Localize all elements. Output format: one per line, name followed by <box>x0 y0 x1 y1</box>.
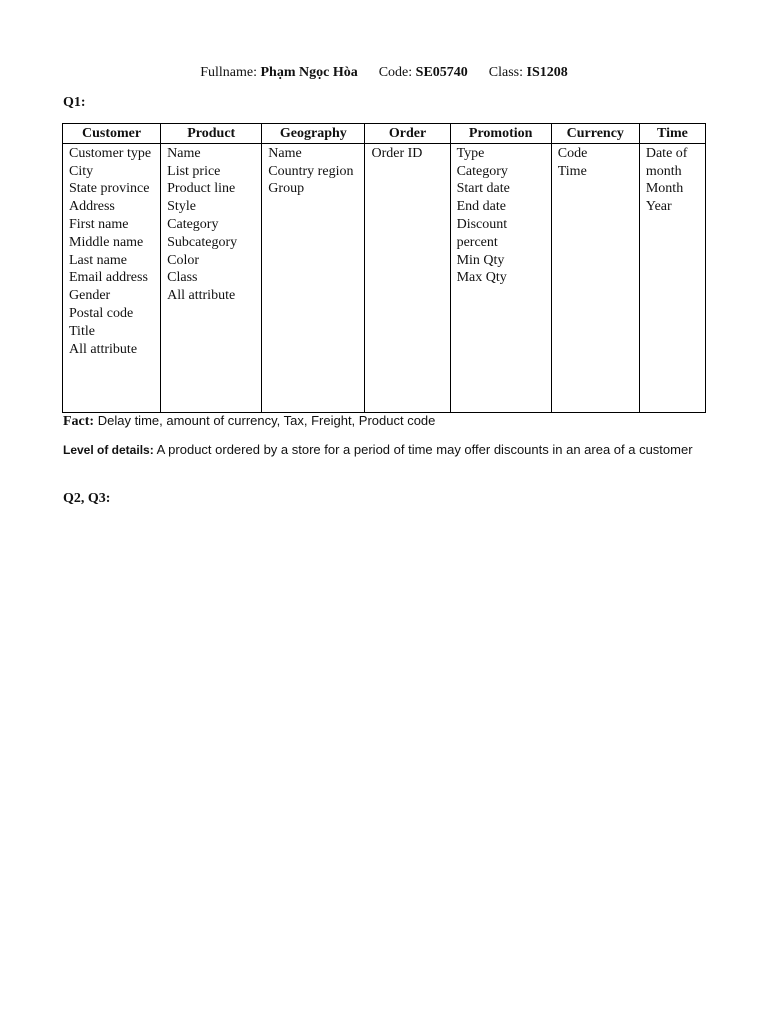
time-attributes-cell <box>639 143 705 412</box>
attribute-item: First name <box>69 216 129 232</box>
fact-label: Fact: <box>63 414 95 429</box>
currency-attributes-cell <box>551 143 639 412</box>
attribute-item: All attribute <box>69 341 138 357</box>
column-header: Order <box>365 124 450 144</box>
level-of-details-paragraph <box>63 440 703 460</box>
level-of-details-text: A product ordered by a store for a period of time may offer discounts in an area of a customer <box>156 442 693 457</box>
attribute-item: Address <box>69 199 115 215</box>
attribute-item: Class <box>167 270 198 286</box>
column-header: Promotion <box>450 124 551 144</box>
attribute-item: Category <box>456 163 508 179</box>
attribute-item: City <box>69 163 94 179</box>
attribute-item: All attribute <box>167 288 236 304</box>
attribute-item: Name <box>268 145 302 161</box>
attribute-item: Subcategory <box>167 234 238 250</box>
attribute-item: Min Qty <box>456 252 505 268</box>
attribute-item: Style <box>167 199 196 215</box>
table-row <box>63 143 706 412</box>
attribute-item: Order ID <box>371 145 423 161</box>
attribute-item: Code <box>557 145 588 161</box>
attribute-item: Middle name <box>69 234 144 250</box>
product-attributes-cell <box>161 143 262 412</box>
column-header: Geography <box>262 124 365 144</box>
attribute-item: Year <box>645 199 672 215</box>
attribute-item: Start date <box>456 181 510 197</box>
fact-text: Delay time, amount of currency, Tax, Freight, Product code <box>97 413 436 428</box>
table-header-row <box>63 124 706 144</box>
attribute-item: Max Qty <box>456 270 507 286</box>
dimension-table <box>62 123 706 413</box>
customer-attributes-cell <box>63 143 161 412</box>
attribute-item: End date <box>456 199 506 215</box>
attribute-item: Last name <box>69 252 127 268</box>
attribute-item: Gender <box>69 288 111 304</box>
attribute-item: Time <box>557 163 587 179</box>
attribute-item: Postal code <box>69 305 134 321</box>
attribute-item: Type <box>456 145 485 161</box>
column-header: Time <box>639 124 705 144</box>
attribute-item: Country region <box>268 163 354 179</box>
attribute-item: List price <box>167 163 221 179</box>
geography-attributes-cell <box>262 143 365 412</box>
attribute-item: Category <box>167 216 219 232</box>
attribute-item: Title <box>69 323 95 339</box>
attribute-item: Color <box>167 252 200 268</box>
attribute-item: Date of month <box>645 145 688 179</box>
code-value: SE05740 <box>415 65 468 80</box>
level-of-details-label: Level of details: <box>63 443 154 457</box>
attribute-item: State province <box>69 181 150 197</box>
fullname-value: Phạm Ngọc Hòa <box>260 65 358 80</box>
student-info-line <box>0 63 768 83</box>
code-label: Code: <box>378 65 413 80</box>
attribute-item: Discount percent <box>456 216 508 250</box>
class-label: Class: <box>488 65 524 80</box>
question-2-3-heading: Q2, Q3: <box>63 491 111 506</box>
promotion-attributes-cell <box>450 143 551 412</box>
class-value: IS1208 <box>526 65 568 80</box>
column-header: Product <box>161 124 262 144</box>
order-attributes-cell <box>365 143 450 412</box>
question-1-heading: Q1: <box>63 95 86 110</box>
attribute-item: Month <box>645 181 684 197</box>
attribute-item: Group <box>268 181 305 197</box>
attribute-item: Customer type <box>69 145 152 161</box>
attribute-item: Product line <box>167 181 236 197</box>
column-header: Currency <box>551 124 639 144</box>
column-header: Customer <box>63 124 161 144</box>
attribute-item: Email address <box>69 270 148 286</box>
attribute-item: Name <box>167 145 201 161</box>
fact-paragraph <box>63 412 703 431</box>
fullname-label: Fullname: <box>200 65 257 80</box>
